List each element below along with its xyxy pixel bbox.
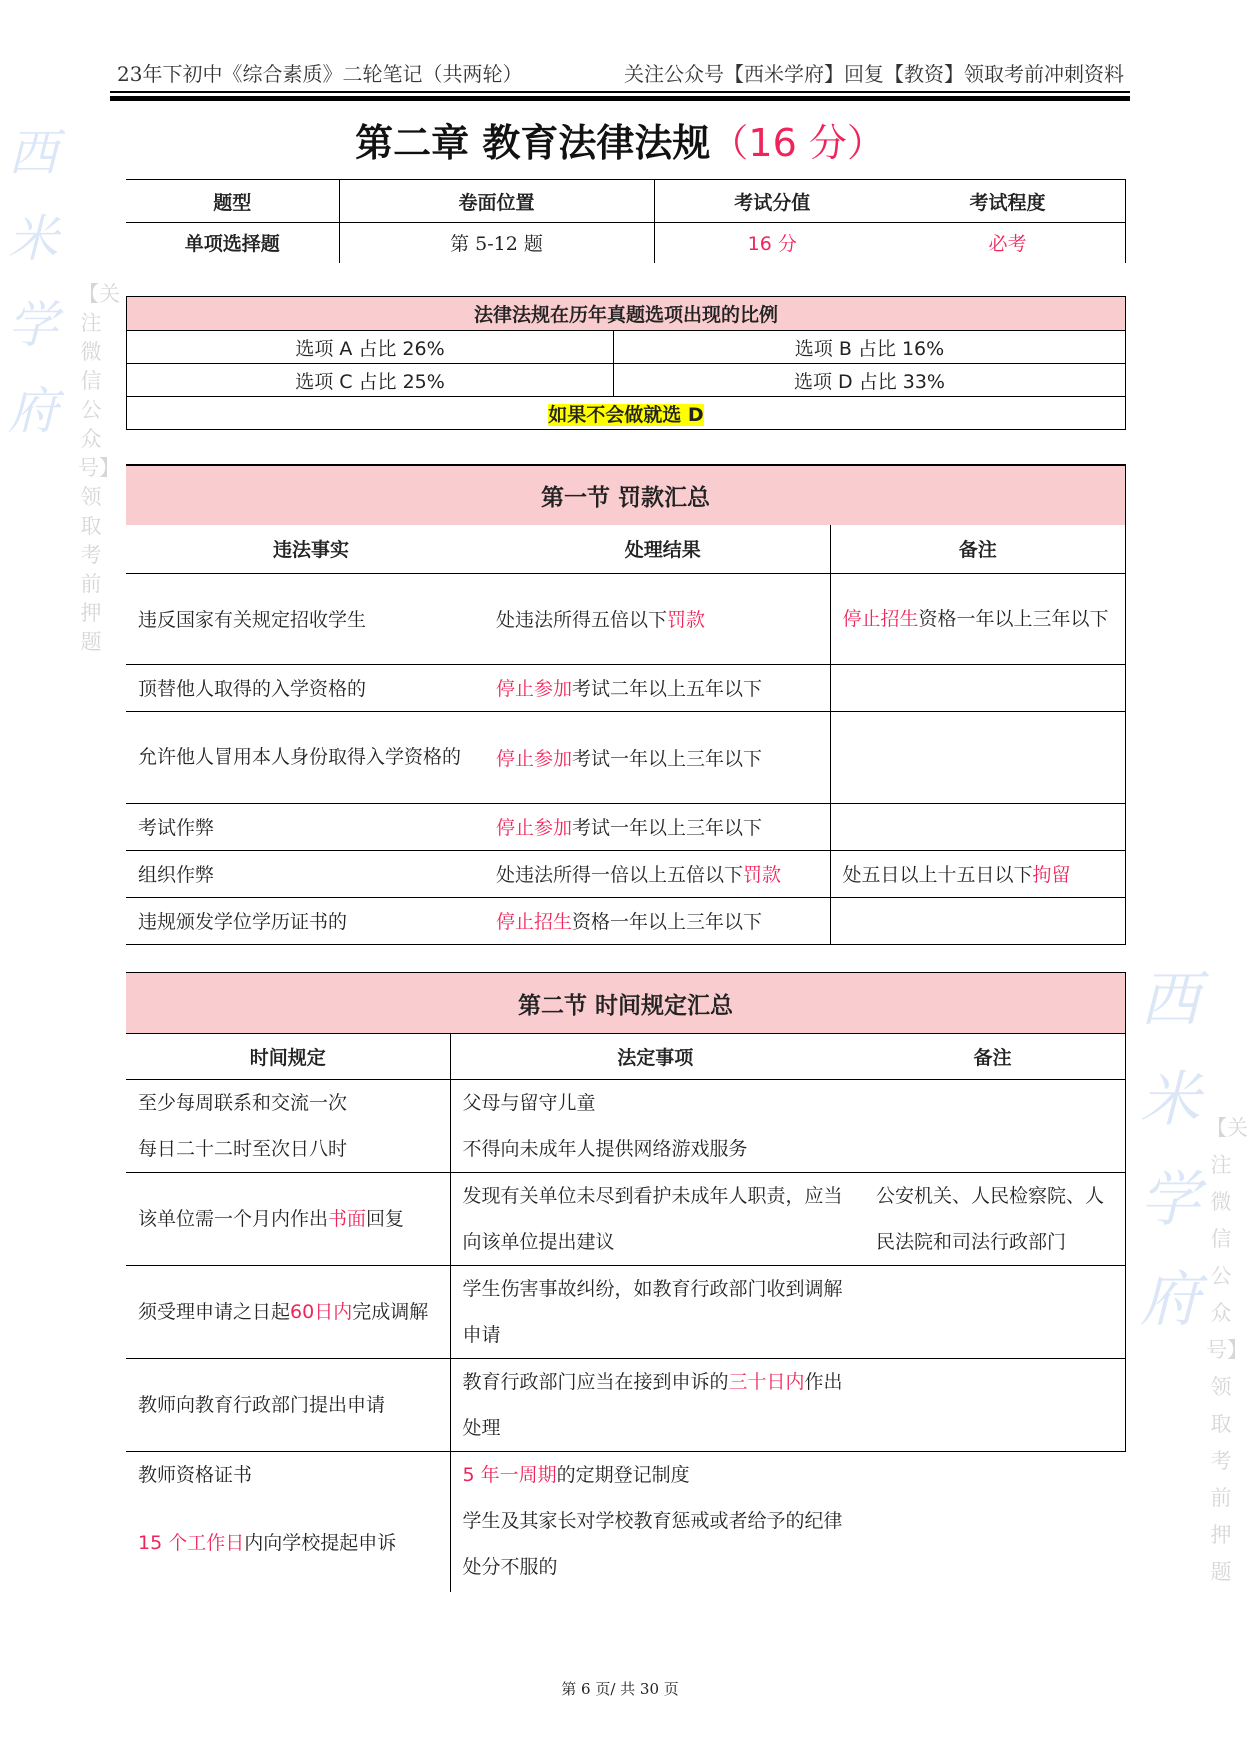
header-rule-thick bbox=[110, 96, 1130, 101]
ratio-tip: 如果不会做就选 D bbox=[548, 403, 704, 426]
note: 资格一年以上三年以下 bbox=[918, 607, 1109, 630]
result-red: 停止招生 bbox=[496, 911, 573, 933]
table-row bbox=[126, 664, 1126, 711]
time-rule: 教师资格证书 bbox=[138, 1464, 253, 1486]
title-text: 第二章 教育法律法规 bbox=[355, 121, 711, 165]
time-rule: 教师向教育行政部门提出申请 bbox=[126, 1359, 450, 1452]
table-row bbox=[126, 711, 1126, 803]
fact: 考试作弊 bbox=[138, 817, 215, 839]
legal-item-red: 5 年一周期 bbox=[462, 1464, 557, 1486]
result-red: 罚款 bbox=[667, 609, 706, 631]
section2-title: 第二节 时间规定汇总 bbox=[126, 973, 1126, 1034]
time-rule-red: 60日内 bbox=[290, 1301, 353, 1323]
time-rule: 至少每周联系和交流一次 bbox=[138, 1092, 348, 1114]
header-cell: 法定事项 bbox=[617, 1047, 694, 1069]
page-footer: 第 6 页/ 共 30 页 bbox=[561, 1680, 679, 1698]
result-red: 停止参加 bbox=[496, 817, 573, 839]
legal-item: 的定期登记制度 bbox=[556, 1464, 690, 1486]
table-row bbox=[126, 1080, 1126, 1173]
header-cell: 考试分值 bbox=[734, 191, 811, 214]
ratio-cell: 选项 B 占比 16% bbox=[794, 337, 945, 360]
fact: 顶替他人取得的入学资格的 bbox=[138, 678, 367, 700]
result: 考试二年以上五年以下 bbox=[572, 678, 763, 700]
fact: 违反国家有关规定招收学生 bbox=[138, 609, 367, 631]
fines-table bbox=[126, 464, 1126, 945]
legal-item: 作出处理 bbox=[462, 1371, 843, 1439]
header-cell: 处理结果 bbox=[496, 525, 830, 573]
time-rule: 内向学校提起申诉 bbox=[244, 1532, 397, 1554]
header-cell: 考试程度 bbox=[890, 180, 1126, 223]
watermark-brand-right: 西米学府 bbox=[1140, 965, 1200, 1335]
ratio-cell: 选项 A 占比 26% bbox=[127, 331, 614, 364]
legal-item: 教育行政部门应当在接到申诉的 bbox=[462, 1371, 729, 1393]
table-row bbox=[126, 1452, 1126, 1592]
time-rule-red: 15 个工作日 bbox=[138, 1532, 245, 1554]
table-row bbox=[126, 850, 1126, 897]
fact: 允许他人冒用本人身份取得入学资格的 bbox=[138, 746, 462, 768]
table-row bbox=[126, 1173, 1126, 1266]
time-rule: 该单位需一个月内作出 bbox=[138, 1208, 329, 1230]
note: 处五日以上十五日以下 bbox=[842, 864, 1033, 886]
note-red: 停止招生 bbox=[842, 607, 919, 630]
result: 资格一年以上三年以下 bbox=[572, 911, 763, 933]
cell-level: 必考 bbox=[890, 223, 1126, 263]
note: 公安机关、人民检察院、人民法院和司法行政部门 bbox=[860, 1173, 1126, 1266]
watermark-vertical-right: 【关注微信公众号】领取考前押题 bbox=[1206, 1116, 1248, 1584]
cell-type: 单项选择题 bbox=[126, 223, 339, 263]
time-rule: 完成调解 bbox=[352, 1301, 429, 1323]
table-row bbox=[126, 803, 1126, 850]
header-cell: 备注 bbox=[860, 1034, 1126, 1080]
result-red: 停止参加 bbox=[496, 747, 573, 770]
header-right: 关注公众号【西米学府】回复【教资】领取考前冲刺资料 bbox=[624, 62, 1124, 86]
legal-item: 发现有关单位未尽到看护未成年人职责，应当向该单位提出建议 bbox=[462, 1185, 843, 1253]
header-cell: 题型 bbox=[126, 180, 339, 223]
result: 考试一年以上三年以下 bbox=[572, 817, 763, 839]
cell-position: 第 5-12 题 bbox=[339, 223, 654, 263]
fact: 组织作弊 bbox=[138, 864, 215, 886]
header-cell: 卷面位置 bbox=[339, 180, 654, 223]
ratio-title: 法律法规在历年真题选项出现的比例 bbox=[473, 304, 778, 326]
time-rule: 每日二十二时至次日八时 bbox=[138, 1138, 348, 1160]
section1-title: 第一节 罚款汇总 bbox=[126, 465, 1126, 525]
note-red: 拘留 bbox=[1032, 864, 1071, 886]
legal-item: 学生及其家长对学校教育惩戒或者给予的纪律处分不服的 bbox=[462, 1510, 843, 1578]
legal-item-red: 三十日内 bbox=[728, 1371, 805, 1393]
chapter-title bbox=[0, 112, 1240, 167]
title-score: （16 分） bbox=[710, 121, 885, 165]
fact: 违规颁发学位学历证书的 bbox=[138, 911, 348, 933]
header-rule bbox=[110, 91, 1130, 93]
ratio-cell: 选项 D 占比 33% bbox=[794, 370, 945, 393]
table-row bbox=[126, 1266, 1126, 1359]
result-red: 停止参加 bbox=[496, 678, 573, 700]
time-rule: 须受理申请之日起 bbox=[138, 1301, 291, 1323]
legal-item: 不得向未成年人提供网络游戏服务 bbox=[462, 1138, 748, 1160]
watermark-brand-left: 西米学府 bbox=[8, 124, 58, 440]
overview-table bbox=[126, 179, 1126, 263]
header-cell: 时间规定 bbox=[126, 1034, 450, 1080]
table-row bbox=[126, 573, 1126, 664]
result: 处违法所得一倍以上五倍以下 bbox=[496, 864, 744, 886]
ratio-table bbox=[126, 296, 1126, 430]
result: 考试一年以上三年以下 bbox=[572, 747, 763, 770]
header-left: 23年下初中《综合素质》二轮笔记（共两轮） bbox=[117, 62, 523, 86]
cell-score: 16 分 bbox=[747, 233, 797, 256]
result: 处违法所得五倍以下 bbox=[496, 609, 668, 631]
time-table bbox=[126, 972, 1126, 1592]
result-red: 罚款 bbox=[743, 864, 782, 886]
legal-item: 学生伤害事故纠纷，如教育行政部门收到调解申请 bbox=[462, 1278, 843, 1346]
table-row bbox=[126, 897, 1126, 944]
table-row bbox=[126, 1359, 1126, 1452]
header-cell: 备注 bbox=[830, 525, 1126, 573]
time-rule: 回复 bbox=[366, 1208, 405, 1230]
time-rule-red: 书面 bbox=[328, 1208, 367, 1230]
legal-item: 父母与留守儿童 bbox=[462, 1092, 596, 1114]
watermark-vertical-left: 【关注微信公众号】领取考前押题 bbox=[78, 282, 120, 654]
ratio-cell: 选项 C 占比 25% bbox=[127, 364, 614, 397]
header-cell: 违法事实 bbox=[272, 539, 349, 562]
